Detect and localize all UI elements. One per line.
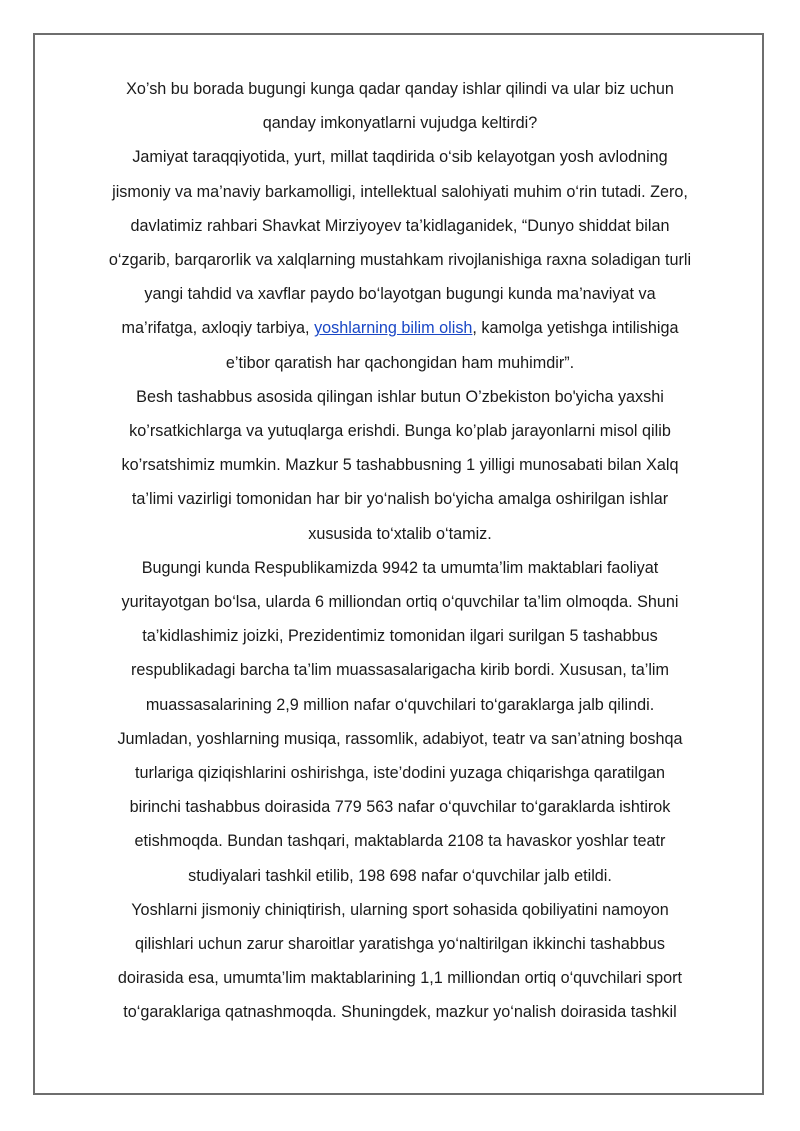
paragraph-sport-initiative: Yoshlarni jismoniy chiniqtirish, ularning sport sohasida qobiliyatini namoyon qilishlari uchun zarur sharoitlar yaratishga yo‘naltirilgan ikkinchi tashabbus doirasida esa, umumta’lim maktablarining 1,1 milliondan ortiq o‘quvchilari sport to‘garaklariga qatnashmoqda. Shuningdek, mazkur yo‘nalish doirasida tashkil: [117, 900, 683, 1022]
paragraph-society-text-after: , kamolga yetishga intilishiga e’tibor qaratish har qachongidan ham muhimdir”.: [225, 319, 679, 372]
youth-education-link[interactable]: yoshlarning bilim olish: [314, 319, 473, 338]
paragraph-five-initiatives: Besh tashabbus asosida qilingan ishlar butun O’zbekiston bo'yicha yaxshi ko’rsatkichlarga va yutuqlarga erishdi. Bunga ko’plab jarayonlarni misol qilib ko’rsatshimiz mumkin. Mazkur 5 tashabbusning 1 yilligi munosabati bilan Xalq ta’limi vazirligi tomonidan har bir yo‘nalish bo‘yicha amalga oshirilgan ishlar xususida to‘xtalib o‘tamiz.: [121, 387, 679, 543]
document-body: [108, 72, 692, 1030]
paragraph-question: Xo’sh bu borada bugungi kunga qadar qanday ishlar qilindi va ular biz uchun qanday imkonyatlarni vujudga keltirdi?: [126, 80, 674, 133]
paragraph-society-text-before: Jamiyat taraqqiyotida, yurt, millat taqdirida o‘sib kelayotgan yosh avlodning jismoniy va ma’naviy barkamolligi, intellektual salohiyati muhim o‘rin tutadi. Zero, davlatimiz rahbari Shavkat Mirziyoyev ta’kidlaganidek, “Dunyo shiddat bilan o‘zgarib, barqarorlik va xalqlarning mustahkam rivojlanishiga raxna soladigan turli yangi tahdid va xavflar paydo bo‘layotgan bugungi kunda ma’naviyat va ma’rifatga, axloqiy tarbiya,: [108, 148, 692, 338]
paragraph-schools-statistics: Bugungi kunda Respublikamizda 9942 ta umumta’lim maktablari faoliyat yuritayotgan bo‘lsa, ularda 6 milliondan ortiq o‘quvchilar ta’lim olmoqda. Shuni ta’kidlashimiz joizki, Prezidentimiz tomonidan ilgari surilgan 5 tashabbus respublikadagi barcha ta’lim muassasalarigacha kirib bordi. Xususan, ta’lim muassasalarining 2,9 million nafar o‘quvchilari to‘garaklarga jalb qilindi. Jumladan, yoshlarning musiqa, rassomlik, adabiyot, teatr va san’atning boshqa turlariga qiziqishlarini oshirishga, iste’dodini yuzaga chiqarishga qaratilgan birinchi tashabbus doirasida 779 563 nafar o‘quvchilar to‘garaklarda ishtirok etishmoqda. Bundan tashqari, maktablarda 2108 ta havaskor yoshlar teatr studiyalari tashkil etilib, 198 698 nafar o‘quvchilar jalb etildi.: [117, 558, 683, 885]
paragraph-society: [108, 140, 692, 379]
